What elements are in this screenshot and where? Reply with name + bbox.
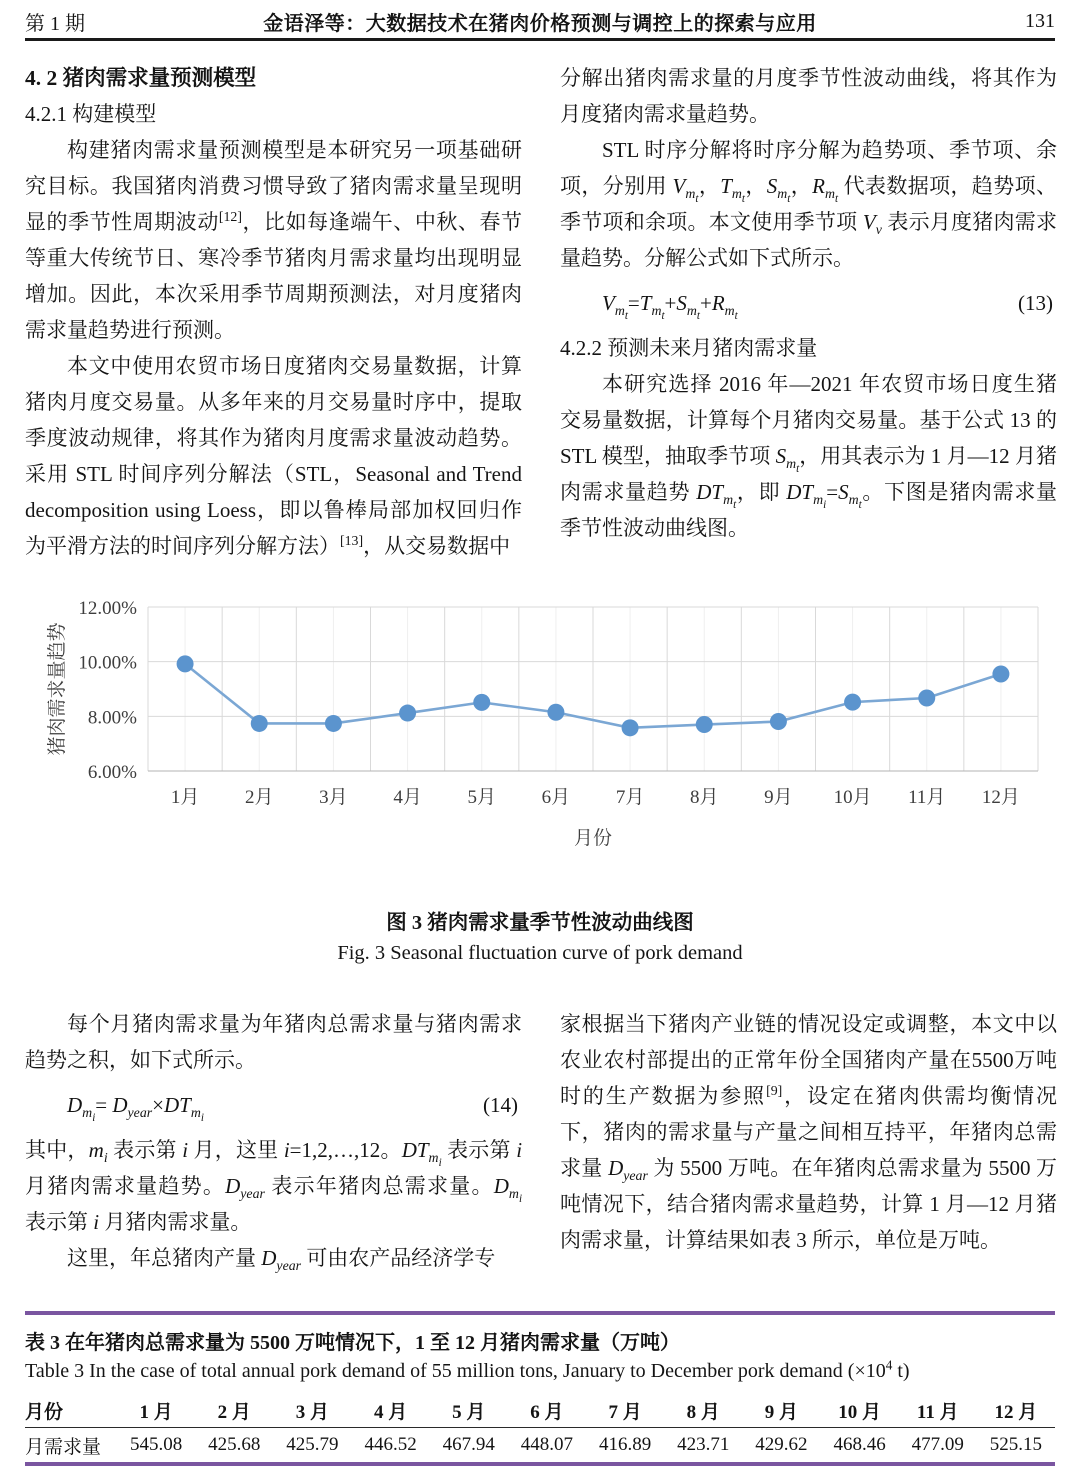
table-header-cell: 2 月 — [217, 1401, 251, 1423]
journal-issue: 第 1 期 — [25, 12, 85, 35]
figure-3-caption-zh: 图 3 猪肉需求量季节性波动曲线图 — [386, 912, 694, 934]
table-value-cell: 467.94 — [442, 1434, 495, 1455]
table-data-row — [25, 1428, 1055, 1462]
table-value-cell: 429.62 — [755, 1434, 808, 1455]
table-header-cell: 6 月 — [530, 1401, 564, 1423]
paragraph: 每个月猪肉需求量为年猪肉总需求量与猪肉需求趋势之积，如下式所示。 — [25, 1012, 522, 1072]
table-3-caption-zh: 表 3 在年猪肉总需求量为 5500 万吨情况下，1 至 12 月猪肉需求量（万吨） — [25, 1332, 680, 1354]
table-value-cell: 425.68 — [208, 1434, 261, 1455]
y-axis-tick-label: 8.00% — [87, 707, 137, 729]
page-header — [25, 8, 1055, 34]
paragraph: 分解出猪肉需求量的月度季节性波动曲线，将其作为月度猪肉需求量趋势。 — [560, 66, 1057, 126]
y-axis-tick-label: 10.00% — [78, 652, 137, 674]
y-axis-title: 猪肉需求量趋势 — [47, 622, 68, 756]
table-header-cell: 9 月 — [764, 1401, 799, 1423]
header-rule — [25, 38, 1055, 41]
x-axis-tick-label: 1月 — [170, 787, 200, 808]
running-title: 金语泽等：大数据技术在猪肉价格预测与调控上的探索与应用 — [263, 12, 817, 35]
x-axis-tick-label: 2月 — [244, 787, 274, 808]
paragraph: 本研究选择 2016 年—2021 年农贸市场日度生猪交易量数据，计算每个月猪肉交易量。基于公式 13 的 STL 模型，抽取季节项 $S_{m_t}$，用其表示为 1 月—12 月猪肉需求量趋势 $DT_{m_t}$，即 $DT_{m_i}=S_{m_t}$。下图是猪肉需求量季节性波动曲线图。 — [560, 372, 1058, 540]
figure-3-caption-en: Fig. 3 Seasonal fluctuation curve of pork demand — [337, 942, 743, 964]
table-header-cell: 8 月 — [686, 1401, 720, 1423]
x-axis-tick-label: 4月 — [393, 787, 422, 808]
paragraph: 这里，年总猪肉产量 $D_{year}$ 可由农产品经济学专 — [67, 1246, 496, 1274]
x-axis-tick-label: 11月 — [908, 787, 946, 808]
data-point-marker — [177, 655, 194, 672]
data-point-marker — [251, 715, 268, 732]
bottom-right-column — [560, 1006, 1057, 1258]
table-header-cell: 5 月 — [452, 1401, 486, 1423]
x-axis-tick-label: 6月 — [541, 787, 571, 808]
x-axis-tick-label: 9月 — [764, 787, 793, 808]
data-point-marker — [399, 705, 416, 722]
table-bottom-rule — [25, 1462, 1055, 1466]
data-point-marker — [918, 690, 935, 707]
table-header-cell: 10 月 — [838, 1401, 881, 1423]
table-row-label: 月需求量 — [25, 1436, 102, 1458]
y-axis-tick-label: 6.00% — [87, 762, 137, 783]
equation-13-number: (13) — [1018, 291, 1053, 315]
table-3 — [25, 1393, 1055, 1462]
table-header-cell: 12 月 — [994, 1401, 1038, 1423]
pork-demand-seasonal-chart — [25, 580, 1055, 865]
data-point-marker — [622, 719, 639, 736]
data-point-marker — [770, 713, 787, 730]
table-top-rule — [25, 1311, 1055, 1315]
paragraph: 家根据当下猪肉产业链的情况设定或调整，本文中以农业农村部提出的正常年份全国猪肉产量在5500万吨时的生产数据为参照[9]，设定在猪肉供需均衡情况下，猪肉的需求量与产量之间相互持平，年猪肉总需求量 $D_{year}$ 为 5500 万吨。在年猪肉总需求量为 5500 万吨情况下，结合猪肉需求量趋势，计算 1 月—12 月猪肉需求量，计算结果如表 3 所示，单位是万吨。 — [560, 1012, 1058, 1252]
bottom-left-column — [25, 1006, 522, 1276]
y-axis-tick-label: 12.00% — [78, 598, 137, 619]
x-axis-tick-label: 3月 — [319, 787, 348, 808]
table-value-cell: 448.07 — [520, 1434, 574, 1455]
x-axis-tick-label: 10月 — [833, 787, 872, 808]
table-value-cell: 446.52 — [364, 1434, 417, 1455]
equation-13 — [560, 276, 1057, 330]
section-4-2-heading: 4. 2 猪肉需求量预测模型 — [25, 66, 257, 90]
section-4-2-2-heading: 4.2.2 预测未来月猪肉需求量 — [560, 336, 818, 360]
x-axis-tick-label: 5月 — [467, 787, 497, 808]
table-value-cell: 545.08 — [129, 1434, 183, 1455]
data-point-marker — [844, 694, 861, 711]
left-column — [25, 60, 522, 564]
paragraph: 构建猪肉需求量预测模型是本研究另一项基础研究目标。我国猪肉消费习惯导致了猪肉需求量呈现明显的季节性周期波动[12]，比如每逢端午、中秋、春节等重大传统节日、寒冷季节猪肉月需求量均出现明显增加。因此，本次采用季节周期预测法，对月度猪肉需求量趋势进行预测。 — [25, 138, 523, 342]
data-point-marker — [473, 694, 490, 711]
data-point-marker — [992, 665, 1009, 682]
table-header-cell: 1 月 — [139, 1401, 173, 1423]
x-axis-tick-label: 7月 — [615, 787, 645, 808]
table-3-caption-en: Table 3 In the case of total annual pork demand of 55 million tons, January to December pork demand ($\times 10^4$ t) — [25, 1357, 910, 1382]
table-value-cell: 416.89 — [598, 1434, 652, 1455]
table-value-cell: 468.46 — [833, 1434, 886, 1455]
table-header-cell: 11 月 — [916, 1401, 959, 1423]
equation-13-body: $V_{m_t}=T_{m_t}+S_{m_t}+R_{m_t}$ — [602, 291, 738, 322]
table-header-cell: 7 月 — [608, 1401, 642, 1423]
right-column — [560, 60, 1057, 546]
table-value-cell: 525.15 — [989, 1434, 1043, 1455]
table-value-cell: 477.09 — [911, 1434, 964, 1455]
table-value-cell: 423.71 — [677, 1434, 730, 1455]
data-point-marker — [325, 715, 342, 732]
table-header-month-label: 月份 — [25, 1401, 64, 1423]
section-4-2-1-heading: 4.2.1 构建模型 — [25, 102, 157, 126]
x-axis-tick-label: 12月 — [981, 787, 1020, 808]
equation-14-body: $D_{m_i}= D_{year}\times DT_{m_i}$ — [67, 1093, 204, 1124]
table-value-cell: 425.79 — [286, 1434, 339, 1455]
paragraph: 其中，$m_i$ 表示第 i 月，这里 i=1,2,…,12。$DT_{m_i}$ 表示第 i 月猪肉需求量趋势。$D_{year}$ 表示年猪肉总需求量。$D_{m_i}$ 表示第 i 月猪肉需求量。 — [25, 1138, 523, 1234]
data-point-marker — [547, 704, 564, 721]
page-number: 131 — [1025, 9, 1055, 32]
paragraph: STL 时序分解将时序分解为趋势项、季节项、余项，分别用 $V_{m_t}$，$T_{m_t}$，$S_{m_t}$，$R_{m_t}$ 代表数据项，趋势项、季节项和余项。本文使用季节项 $V_v$ 表示月度猪肉需求量趋势。分解公式如下式所示。 — [560, 138, 1058, 270]
paragraph: 本文中使用农贸市场日度猪肉交易量数据，计算猪肉月度交易量。从多年来的月交易量时序中，提取季度波动规律，将其作为猪肉月度需求量波动趋势。采用 STL 时间序列分解法（STL，Seasonal and Trend decomposition using Loess，即以鲁棒局部加权回归作为平滑方法的时间序列分解方法）[13]，从交易数据中 — [25, 354, 522, 558]
x-axis-tick-label: 8月 — [689, 787, 719, 808]
table-header-cell: 3 月 — [295, 1401, 330, 1423]
x-axis-title: 月份 — [573, 828, 613, 849]
equation-14 — [25, 1078, 522, 1132]
table-header-row — [25, 1393, 1055, 1428]
data-point-marker — [696, 716, 713, 733]
equation-14-number: (14) — [483, 1093, 518, 1117]
table-header-cell: 4 月 — [373, 1401, 408, 1423]
pork-demand-seasonal-chart-svg — [25, 580, 1055, 865]
